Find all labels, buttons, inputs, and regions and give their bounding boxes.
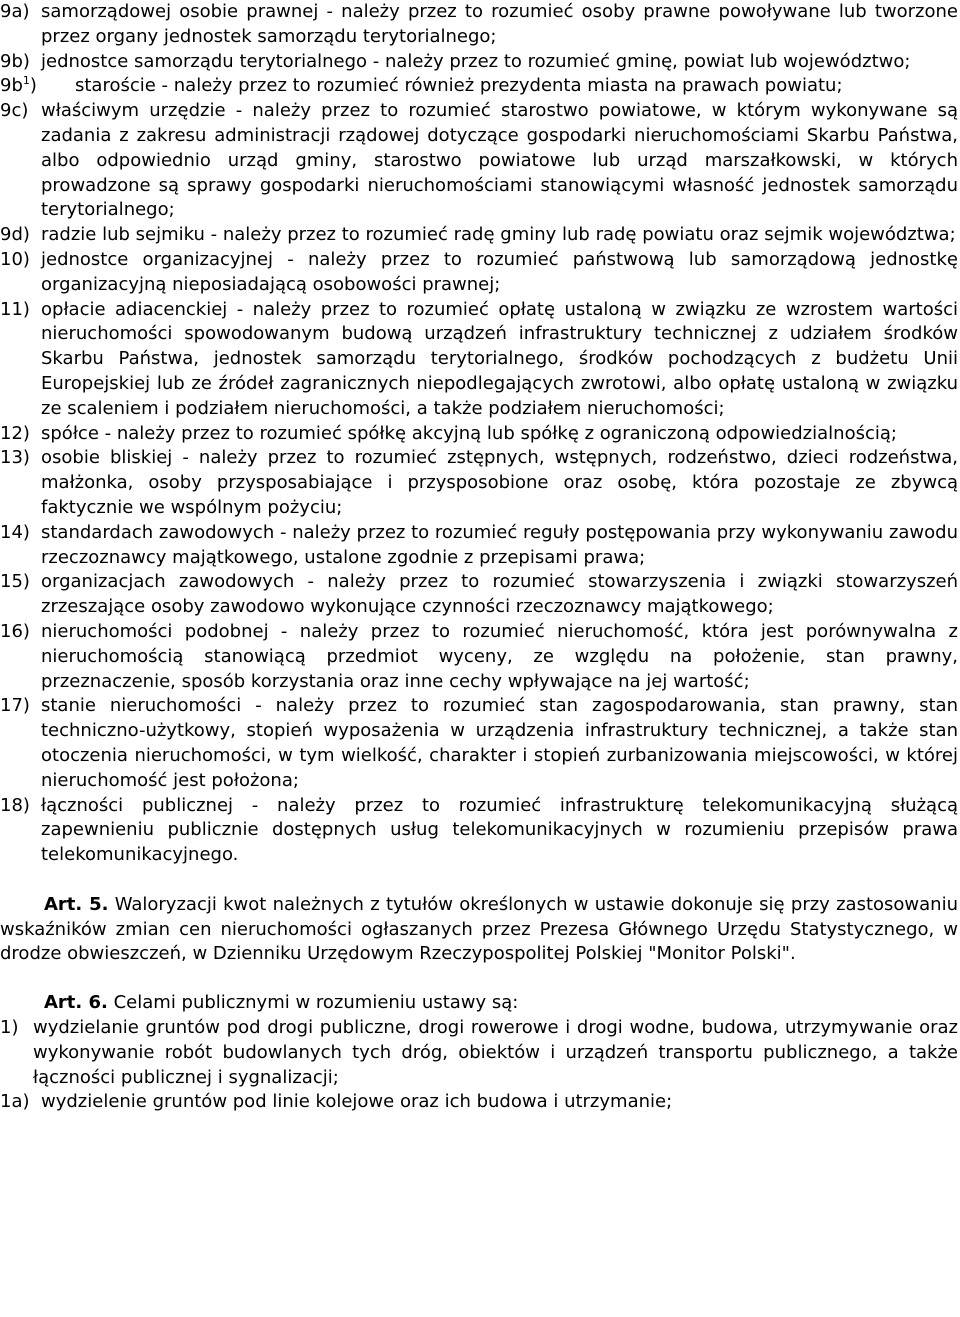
definition-item-9c: [0, 99, 958, 223]
definition-item-10: [0, 248, 958, 298]
item-number: 15): [0, 571, 30, 593]
article-text: Waloryzacji kwot należnych z tytułów określonych w ustawie dokonuje się przy zastosowaniu wskaźników zmian cen nieruchomości ogłaszanych przez Prezesa Głównego Urzędu Statystycznego, w drodze obwieszczeń, w Dzienniku Urzędowym Rzeczypospolitej Polskiej "Monitor Polski".: [0, 893, 958, 965]
article-label: Art. 6.: [44, 992, 108, 1014]
item-text: organizacjach zawodowych - należy przez to rozumieć stowarzyszenia i związki stowarzyszeń zrzeszające osoby zawodowo wykonujące czynności rzeczoznawcy majątkowego;: [41, 571, 958, 618]
item-number-superscript: 1: [22, 74, 30, 88]
definition-item-9d: [0, 223, 958, 248]
article-label: Art. 5.: [44, 893, 109, 915]
definition-item-18: [0, 794, 958, 868]
item-text: łączności publicznej - należy przez to rozumieć infrastrukturę telekomunikacyjną służącą zapewnieniu publicznie dostępnych usług telekomunikacyjnych w rozumieniu przepisów prawa telekomunikacyjnego.: [41, 794, 958, 866]
item-number: 11): [0, 298, 30, 320]
item-number: 9b): [0, 50, 30, 72]
definition-item-11: [0, 298, 958, 422]
item-text: stanie nieruchomości - należy przez to rozumieć stan zagospodarowania, stan prawny, stan techniczno-użytkowy, stopień wyposażenia w urządzenia infrastruktury technicznej, a także stan otoczenia nieruchomości, w tym wielkość, charakter i stopień zurbanizowania miejscowości, w której nieruchomość jest położona;: [41, 695, 958, 791]
item-text: osobie bliskiej - należy przez to rozumieć zstępnych, wstępnych, rodzeństwo, dzieci rodzeństwa, małżonka, osoby przysposabiające i przysposobione oraz osobę, która pozostaje ze zbywcą faktycznie we wspólnym pożyciu;: [41, 447, 958, 518]
item-number: 13): [0, 447, 30, 469]
item-number: 9c): [0, 100, 29, 122]
definition-item-13: [0, 446, 958, 520]
item-number: 12): [0, 422, 30, 444]
definition-item-15: [0, 570, 958, 620]
item-text: właściwym urzędzie - należy przez to rozumieć starostwo powiatowe, w którym wykonywane są zadania z zakresu administracji rządowej dotyczące gospodarki nieruchomościami Skarbu Państwa, albo odpowiednio urząd gminy, starostwo powiatowe lub urząd marszałkowski, w których prowadzone są sprawy gospodarki nieruchomościami stanowiącymi własność jednostek samorządu terytorialnego;: [41, 100, 958, 221]
definition-item-12: [0, 422, 958, 447]
item-text: opłacie adiacenckiej - należy przez to rozumieć opłatę ustaloną w związku ze wzrostem wartości nieruchomości spowodowanym budową urządzeń infrastruktury technicznej z udziałem środków Skarbu Państwa, jednostek samorządu terytorialnego, środków pochodzących z budżetu Unii Europejskiej lub ze źródeł zagranicznych niepodlegających zwrotowi, albo opłatę ustaloną w związku ze scaleniem i podziałem nieruchomości, a także podziałem nieruchomości;: [41, 298, 958, 419]
item-number: 9a): [0, 1, 30, 22]
item-text: spółce - należy przez to rozumieć spółkę akcyjną lub spółkę z ograniczoną odpowiedzialnością;: [41, 422, 897, 444]
public-purpose-item-1a: [0, 1090, 958, 1115]
item-number: 10): [0, 248, 30, 270]
item-number: 17): [0, 695, 30, 717]
item-number: 9d): [0, 224, 30, 246]
item-text: radzie lub sejmiku - należy przez to rozumieć radę gminy lub radę powiatu oraz sejmik województwa;: [41, 224, 956, 246]
item-number: $9b^1$): [0, 74, 37, 97]
definition-item-17: [0, 694, 958, 793]
public-purpose-item-1: [0, 1016, 958, 1090]
article-5: [0, 893, 958, 967]
definition-item-9a: [0, 0, 958, 50]
item-number: 18): [0, 794, 30, 816]
definition-item-16: [0, 620, 958, 694]
item-text: samorządowej osobie prawnej - należy przez to rozumieć osoby prawne powoływane lub tworzone przez organy jednostek samorządu terytorialnego;: [41, 1, 958, 47]
item-text: wydzielanie gruntów pod drogi publiczne, drogi rowerowe i drogi wodne, budowa, utrzymywanie oraz wykonywanie robót budowlanych tych dróg, obiektów i urządzeń transportu publicznego, a także łączności publicznej i sygnalizacji;: [33, 1017, 958, 1088]
item-text: standardach zawodowych - należy przez to rozumieć reguły postępowania przy wykonywaniu zawodu rzeczoznawcy majątkowego, ustalone zgodnie z przepisami prawa;: [41, 521, 958, 568]
article-6: [0, 991, 958, 1016]
item-number: 1a): [0, 1091, 30, 1113]
item-number: 16): [0, 620, 30, 642]
item-text: staroście - należy przez to rozumieć również prezydenta miasta na prawach powiatu;: [75, 75, 843, 97]
definition-item-9b1: [0, 74, 958, 99]
item-text: nieruchomości podobnej - należy przez to rozumieć nieruchomość, która jest porównywalna z nieruchomością stanowiącą przedmiot wyceny, ze względu na położenie, stan prawny, przeznaczenie, sposób korzystania oraz inne cechy wpływające na jej wartość;: [41, 620, 958, 692]
item-text: jednostce samorządu terytorialnego - należy przez to rozumieć gminę, powiat lub województwo;: [41, 50, 911, 72]
article-text: Celami publicznymi w rozumieniu ustawy są:: [107, 992, 519, 1014]
item-number: 14): [0, 521, 30, 543]
item-text: wydzielenie gruntów pod linie kolejowe oraz ich budowa i utrzymanie;: [41, 1091, 673, 1113]
item-number: 1): [0, 1017, 19, 1039]
definition-item-9b: [0, 50, 958, 75]
item-text: jednostce organizacyjnej - należy przez to rozumieć państwową lub samorządową jednostkę organizacyjną nieposiadającą osobowości prawnej;: [41, 248, 958, 295]
definition-item-14: [0, 521, 958, 571]
